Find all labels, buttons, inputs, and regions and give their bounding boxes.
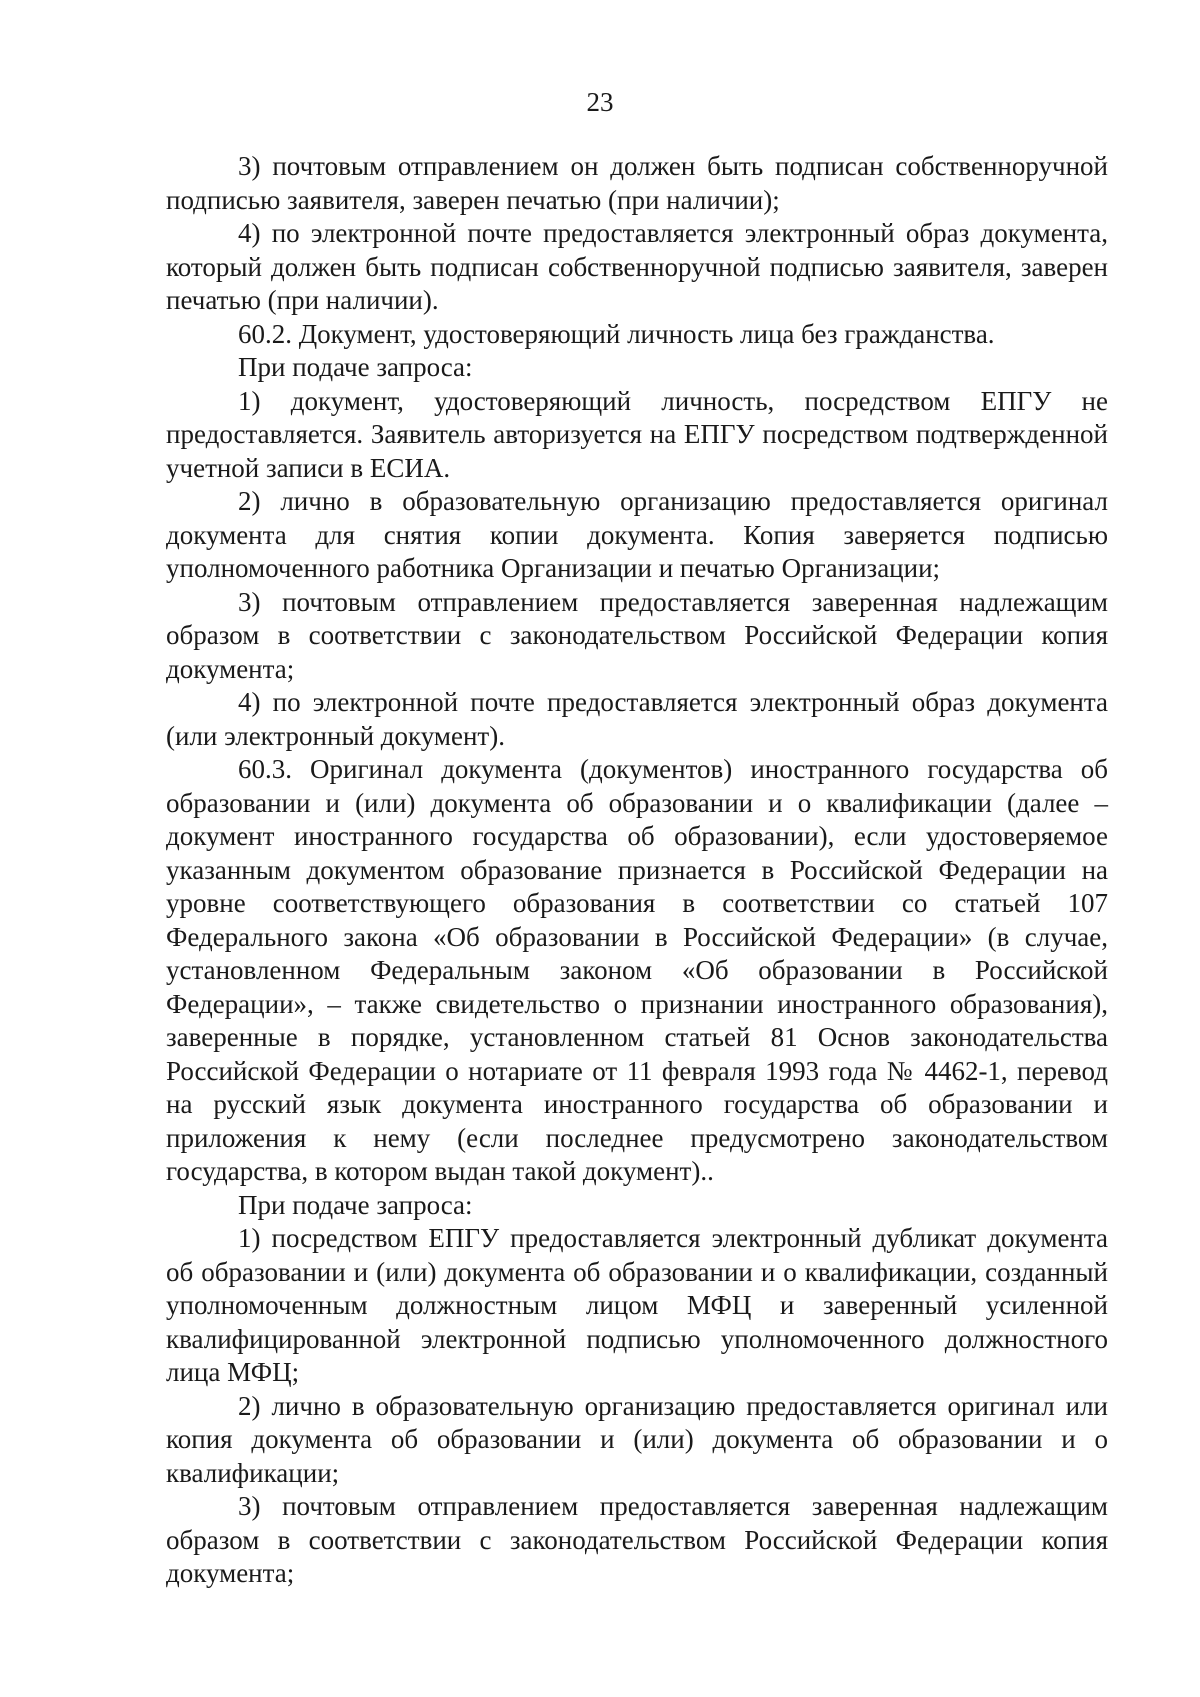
document-body: [166, 150, 1108, 1591]
paragraph-email-image: 4) по электронной почте предоставляется электронный образ документа, который должен быть подписан собственноручной подписью заявителя, заверен печатью (при наличии).: [166, 218, 1108, 315]
paragraph-request-intro-2: При подаче запроса:: [238, 1189, 473, 1220]
paragraph-request-intro: При подаче запроса:: [238, 352, 473, 382]
paragraph-in-person-original: 2) лично в образовательную организацию предоставляется оригинал документа для снятия копии документа. Копия заверяется подписью уполномоченного работника Организации и печатью Организации;: [166, 486, 1108, 583]
paragraph-epgu-not-provided: 1) документ, удостоверяющий личность, посредством ЕПГУ не предоставляется. Заявитель авторизуется на ЕПГУ посредством подтвержденной учетной записи в ЕСИА.: [166, 385, 1108, 483]
page-number: 23: [586, 87, 614, 117]
paragraph-in-person-original-or-copy: 2) лично в образовательную организацию предоставляется оригинал или копия документа об образовании и (или) документа об образовании и о квалификации;: [166, 1390, 1108, 1488]
paragraph-email-electronic: 4) по электронной почте предоставляется электронный образ документа (или электронный документ).: [166, 687, 1108, 751]
section-paragraph-60-3: 60.3. Оригинал документа (документов) иностранного государства об образовании и (или) документа об образовании и о квалификации (далее – документ иностранного государства об образовании), если удостоверяемое указанным документом образование признается в Российской Федерации на уровне соответствующего образования в соответствии со статьей 107 Федерального закона «Об образовании в Российской Федерации» (в случае, установленном Федеральным законом «Об образовании в Российской Федерации», – также свидетельство о признании иностранного образования), заверенные в порядке, установленном статьей 81 Основ законодательства Российской Федерации о нотариате от 11 февраля 1993 года № 4462-1, перевод на русский язык документа иностранного государства об образовании и приложения к нему (если последнее предусмотрено законодательством государства, в котором выдан такой документ)..: [166, 754, 1108, 1186]
paragraph-epgu-duplicate: 1) посредством ЕПГУ предоставляется электронный дубликат документа об образовании и (или) документа об образовании и о квалификации, созданный уполномоченным должностным лицом МФЦ и заверенный усиленной квалифицированной электронной подписью уполномоченного должностного лица МФЦ;: [166, 1223, 1108, 1387]
paragraph-postal-certified-copy-2: 3) почтовым отправлением предоставляется заверенная надлежащим образом в соответствии с законодательством Российской Федерации копия документа;: [166, 1491, 1108, 1588]
section-heading-60-2: 60.2. Документ, удостоверяющий личность лица без гражданства.: [238, 318, 995, 349]
paragraph-postal-certified-copy: 3) почтовым отправлением предоставляется заверенная надлежащим образом в соответствии с законодательством Российской Федерации копия документа;: [166, 586, 1108, 684]
paragraph-postal-signature: 3) почтовым отправлением он должен быть подписан собственноручной подписью заявителя, заверен печатью (при наличии);: [166, 151, 1108, 215]
